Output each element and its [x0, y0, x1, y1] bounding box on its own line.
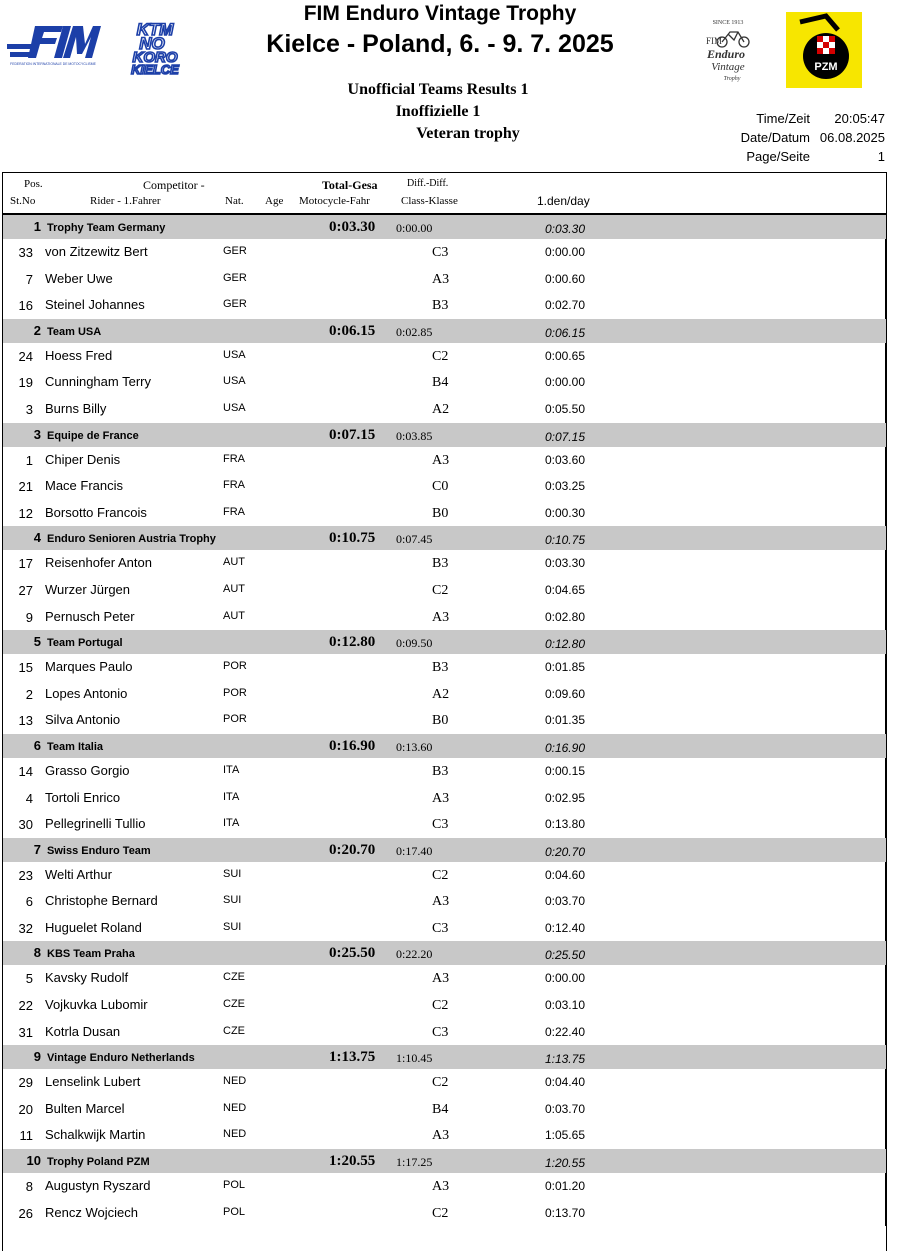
team-diff-time: 0:07.45: [396, 532, 433, 547]
page-value: 1: [877, 149, 885, 164]
rider-nationality: USA: [223, 401, 246, 414]
rider-class: C3: [432, 245, 449, 260]
pzm-logo: [786, 12, 862, 88]
rider-class: C2: [432, 348, 449, 364]
rider-class: A3: [432, 971, 450, 987]
team-day-time: 1:13.75: [544, 1052, 585, 1067]
rider-name: Welti Arthur: [45, 866, 112, 882]
rider-day-time: 0:05.50: [544, 401, 585, 416]
rider-day-time: 0:00.00: [544, 971, 585, 986]
team-position: 9: [33, 1049, 41, 1065]
rider-nationality: FRA: [223, 452, 245, 465]
team-row: [3, 1045, 886, 1069]
rider-name: Kotrla Dusan: [45, 1023, 121, 1039]
rider-day-time: 0:02.70: [544, 298, 585, 313]
time-row: [720, 111, 885, 129]
rider-row: [3, 654, 887, 681]
rider-start-number: 27: [18, 582, 33, 598]
rider-start-number: 5: [25, 971, 33, 987]
col-rider: Rider - 1.Fahrer: [90, 195, 161, 207]
team-row: [3, 319, 886, 343]
team-row: [3, 734, 886, 758]
rider-day-time: 0:00.30: [544, 505, 585, 520]
rider-class: C2: [432, 1205, 449, 1221]
rider-nationality: POR: [223, 660, 247, 673]
team-name: Team USA: [47, 325, 102, 338]
rider-start-number: 31: [18, 1024, 33, 1040]
ktm-logo-line-1: KTM: [136, 20, 174, 39]
rider-name: Lenselink Lubert: [45, 1074, 141, 1090]
rider-day-time: 0:13.70: [544, 1205, 585, 1220]
rider-day-time: 0:03.30: [544, 556, 585, 571]
rider-row: [3, 1173, 887, 1200]
rider-start-number: 26: [18, 1205, 33, 1221]
rider-class: A3: [432, 1128, 450, 1144]
team-position: 1: [33, 219, 41, 234]
rider-start-number: 22: [18, 998, 33, 1014]
rider-row: [3, 1200, 887, 1227]
team-total-time: 0:10.75: [329, 530, 376, 547]
rider-row: [3, 758, 887, 785]
rider-day-time: 0:04.40: [544, 1075, 585, 1090]
page-header: [0, 0, 900, 172]
rider-nationality: USA: [223, 375, 246, 388]
rider-name: Augustyn Ryszard: [45, 1178, 151, 1194]
page-row: [720, 149, 885, 167]
rider-class: B4: [432, 1101, 449, 1117]
rider-start-number: 11: [19, 1128, 33, 1144]
rider-row: [3, 266, 887, 293]
ktm-logo-line-4: KIELCE: [131, 62, 179, 76]
team-name: Swiss Enduro Team: [47, 844, 151, 857]
fim-logo: [5, 22, 101, 72]
rider-nationality: POR: [223, 713, 247, 726]
col-competitor: Competitor -: [143, 178, 205, 192]
rider-row: [3, 811, 887, 838]
rider-name: Lopes Antonio: [45, 685, 128, 701]
rider-row: [3, 965, 887, 992]
col-motorcycle: Motocycle-Fahr: [299, 195, 370, 207]
rider-day-time: 0:04.60: [544, 867, 585, 882]
rider-name: Bulten Marcel: [45, 1100, 125, 1116]
rider-nationality: GER: [223, 298, 247, 311]
rider-start-number: 13: [18, 713, 33, 729]
rider-day-time: 1:05.65: [544, 1128, 585, 1143]
date-label: Date/Datum: [740, 130, 810, 145]
rider-name: Christophe Bernard: [45, 893, 158, 909]
rider-class: B0: [432, 505, 449, 521]
rider-day-time: 0:00.15: [544, 763, 585, 778]
rider-name: Rencz Wojciech: [45, 1204, 138, 1220]
rider-name: Tortoli Enrico: [45, 789, 121, 805]
ktm-logo-line-3: KORO: [132, 49, 178, 66]
rider-class: A3: [432, 1179, 450, 1195]
rider-nationality: USA: [223, 348, 246, 361]
col-diff: Diff.-Diff.: [407, 178, 449, 189]
rider-day-time: 0:13.80: [544, 817, 585, 832]
rider-day-time: 0:01.20: [544, 1179, 585, 1194]
rider-class: C3: [432, 1024, 449, 1040]
rider-day-time: 0:00.00: [544, 245, 585, 259]
rider-day-time: 0:22.40: [544, 1024, 585, 1039]
rider-start-number: 29: [18, 1075, 33, 1091]
team-position: 10: [26, 1153, 41, 1169]
rider-class: B3: [432, 556, 449, 572]
checkered-flag-icon: [817, 36, 835, 54]
rider-day-time: 0:03.60: [544, 452, 585, 467]
team-row: [3, 838, 886, 862]
col-pos: Pos.: [24, 178, 43, 190]
ktm-logo-line-2: NO: [139, 34, 165, 53]
rider-nationality: CZE: [223, 998, 245, 1011]
rider-class: A3: [432, 452, 450, 468]
col-stno: St.No: [10, 195, 36, 207]
team-diff-time: 0:22.20: [396, 947, 433, 962]
rider-name: Huguelet Roland: [45, 919, 142, 935]
team-total-time: 1:20.55: [329, 1153, 376, 1170]
team-diff-time: 1:17.25: [396, 1155, 433, 1170]
rider-class: A3: [432, 790, 450, 806]
team-diff-time: 0:17.40: [396, 843, 433, 858]
team-position: 6: [33, 737, 41, 753]
team-row: [3, 1149, 886, 1173]
rider-name: Schalkwijk Martin: [45, 1127, 146, 1143]
team-row: [3, 630, 886, 654]
rider-nationality: ITA: [223, 817, 240, 830]
time-label: Time/Zeit: [756, 111, 810, 126]
fim-logo-text: FIM: [5, 22, 7, 23]
rider-start-number: 4: [25, 790, 33, 806]
rider-nationality: FRA: [223, 479, 245, 492]
rider-row: [3, 681, 887, 708]
rider-row: [3, 369, 887, 396]
rider-name: von Zitzewitz Bert: [45, 244, 148, 259]
rider-name: Steinel Johannes: [45, 297, 145, 313]
team-total-time: 0:16.90: [329, 737, 376, 754]
page-label: Page/Seite: [746, 149, 810, 164]
rider-name: Chiper Denis: [45, 451, 121, 467]
rider-class: A3: [432, 271, 450, 287]
rider-day-time: 0:03.10: [544, 998, 585, 1013]
team-total-time: 0:06.15: [329, 322, 376, 339]
vintage-logo-since: SINCE 1913: [712, 20, 744, 26]
event-subtitle: Kielce - Poland, 6. - 9. 7. 2025: [266, 30, 614, 58]
team-position: 8: [33, 945, 41, 961]
rider-row: [3, 992, 887, 1019]
team-day-time: 0:12.80: [544, 637, 585, 652]
rider-name: Reisenhofer Anton: [45, 555, 152, 571]
team-diff-time: 0:09.50: [396, 636, 433, 651]
rider-day-time: 0:12.40: [544, 920, 585, 935]
rider-day-time: 0:02.95: [544, 790, 585, 805]
rider-start-number: 1: [25, 452, 33, 468]
results-table: [2, 172, 887, 1251]
rider-day-time: 0:04.65: [544, 582, 585, 597]
rider-row: [3, 500, 887, 527]
team-total-time: 0:20.70: [329, 841, 376, 858]
rider-nationality: SUI: [223, 867, 242, 880]
rider-row: [3, 707, 887, 734]
report-category: Veteran trophy: [416, 125, 520, 142]
rider-row: [3, 577, 887, 604]
rider-start-number: 23: [18, 867, 33, 883]
rider-start-number: 16: [18, 298, 33, 314]
rider-class: C2: [432, 867, 449, 883]
rider-name: Wurzer Jürgen: [45, 581, 131, 597]
rider-day-time: 0:01.85: [544, 660, 585, 675]
time-value: 20:05:47: [834, 111, 885, 126]
rider-start-number: 7: [25, 271, 33, 287]
rider-name: Pellegrinelli Tullio: [45, 816, 146, 832]
vintage-logo-vintage: Vintage: [711, 61, 745, 73]
rider-day-time: 0:00.60: [544, 271, 585, 286]
rider-row: [3, 785, 887, 812]
rider-name: Marques Paulo: [45, 659, 133, 675]
rider-nationality: CZE: [223, 971, 245, 984]
col-nat: Nat.: [225, 195, 244, 207]
rider-nationality: ITA: [223, 790, 240, 803]
pzm-logo-text: PZM: [814, 61, 838, 73]
col-class: Class-Klasse: [401, 195, 458, 207]
rider-name: Hoess Fred: [45, 347, 113, 363]
date-row: [720, 130, 885, 148]
rider-name: Kavsky Rudolf: [45, 970, 129, 986]
team-total-time: 1:13.75: [329, 1049, 376, 1066]
rider-row: [3, 343, 887, 370]
rider-class: A2: [432, 401, 450, 417]
vintage-logo-fim: FIM: [706, 36, 723, 46]
rider-name: Mace Francis: [45, 478, 124, 494]
rider-class: C2: [432, 998, 449, 1014]
team-row: [3, 423, 886, 447]
rider-day-time: 0:00.65: [544, 348, 585, 363]
rider-nationality: GER: [223, 245, 247, 257]
rider-name: Burns Billy: [45, 400, 107, 416]
team-diff-time: 0:03.85: [396, 428, 433, 443]
rider-start-number: 30: [18, 817, 33, 833]
rider-start-number: 15: [18, 660, 33, 676]
rider-nationality: POL: [223, 1179, 246, 1192]
rider-start-number: 8: [25, 1179, 33, 1195]
rider-start-number: 9: [25, 609, 33, 625]
team-name: Enduro Senioren Austria Trophy: [47, 533, 216, 546]
rider-row: [3, 447, 887, 474]
team-name: KBS Team Praha: [47, 948, 135, 961]
rider-row: [3, 915, 887, 942]
table-header: [3, 173, 886, 215]
rider-class: C0: [432, 479, 449, 495]
team-day-time: 0:20.70: [544, 844, 585, 859]
rider-day-time: 0:01.35: [544, 713, 585, 728]
rider-nationality: NED: [223, 1128, 247, 1141]
vintage-logo-trophy: Trophy: [723, 76, 741, 82]
rider-class: A2: [432, 686, 450, 702]
rider-nationality: POL: [223, 1205, 246, 1218]
report-title-de: Inoffizielle 1: [395, 103, 481, 120]
rider-name: Cunningham Terry: [45, 374, 151, 390]
ktm-kielce-logo: [110, 20, 200, 76]
team-total-time: 0:07.15: [329, 426, 376, 443]
rider-class: B4: [432, 375, 449, 391]
rider-class: B3: [432, 660, 449, 676]
rider-row: [3, 862, 887, 889]
rider-class: B0: [432, 713, 449, 729]
rider-name: Borsotto Francois: [45, 504, 147, 520]
team-day-time: 0:25.50: [544, 948, 585, 963]
rider-start-number: 17: [18, 556, 33, 572]
rider-class: C3: [432, 817, 449, 833]
team-day-time: 0:03.30: [544, 222, 585, 236]
team-total-time: 0:03.30: [329, 219, 376, 235]
rider-class: A3: [432, 609, 450, 625]
rider-row: [3, 604, 887, 631]
rider-name: Silva Antonio: [45, 712, 121, 728]
rider-row: [3, 239, 887, 266]
rider-class: C2: [432, 582, 449, 598]
team-name: Equipe de France: [47, 429, 139, 442]
rider-start-number: 21: [18, 479, 33, 495]
team-name: Vintage Enduro Netherlands: [47, 1052, 195, 1065]
team-total-time: 0:12.80: [329, 634, 376, 651]
rider-row: [3, 1096, 887, 1123]
rider-name: Grasso Gorgio: [45, 762, 130, 778]
rider-row: [3, 888, 887, 915]
rider-day-time: 0:03.25: [544, 479, 585, 494]
rider-nationality: SUI: [223, 920, 242, 933]
rider-start-number: 19: [18, 375, 33, 391]
team-total-time: 0:25.50: [329, 945, 376, 962]
team-row: [3, 941, 886, 965]
rider-start-number: 6: [25, 894, 33, 910]
team-diff-time: 0:02.85: [396, 324, 433, 339]
rider-row: [3, 550, 887, 577]
team-position: 3: [33, 426, 41, 442]
rider-start-number: 32: [18, 920, 33, 936]
col-day: 1.den/day: [537, 194, 590, 208]
rider-name: Vojkuvka Lubomir: [45, 997, 148, 1013]
rider-name: Pernusch Peter: [45, 608, 135, 624]
rider-nationality: POR: [223, 686, 247, 699]
rider-class: A3: [432, 894, 450, 910]
team-position: 7: [33, 841, 41, 857]
team-position: 5: [33, 634, 41, 650]
rider-row: [3, 1019, 887, 1046]
enduro-vintage-trophy-logo: [698, 14, 754, 84]
rider-class: B3: [432, 298, 449, 314]
rider-nationality: ITA: [223, 763, 240, 776]
rider-nationality: SUI: [223, 894, 242, 907]
team-name: Team Italia: [47, 740, 104, 753]
rider-day-time: 0:03.70: [544, 1101, 585, 1116]
team-day-time: 0:10.75: [544, 533, 585, 548]
vintage-logo-enduro: Enduro: [706, 47, 746, 61]
team-diff-time: 1:10.45: [396, 1051, 433, 1066]
rider-start-number: 12: [18, 505, 33, 521]
rider-start-number: 2: [25, 686, 33, 702]
rider-row: [3, 1122, 887, 1149]
team-diff-time: 0:13.60: [396, 739, 433, 754]
team-day-time: 1:20.55: [544, 1156, 585, 1171]
rider-nationality: GER: [223, 271, 247, 284]
rider-nationality: AUT: [223, 582, 245, 595]
rider-nationality: AUT: [223, 609, 245, 622]
team-row: [3, 526, 886, 550]
date-value: 06.08.2025: [819, 130, 885, 145]
rider-nationality: FRA: [223, 505, 245, 518]
report-title: Unofficial Teams Results 1: [347, 81, 529, 98]
rider-start-number: 24: [18, 348, 33, 364]
team-name: Trophy Team Germany: [47, 222, 166, 234]
fim-logo-caption: FEDERATION INTERNATIONALE DE MOTOCYCLISME: [10, 62, 96, 66]
col-total: Total-Gesa: [322, 178, 378, 192]
team-position: 4: [33, 530, 41, 546]
team-day-time: 0:06.15: [544, 325, 585, 340]
team-day-time: 0:16.90: [544, 740, 585, 755]
rider-nationality: NED: [223, 1075, 247, 1088]
rider-class: C3: [432, 920, 449, 936]
team-day-time: 0:07.15: [544, 429, 585, 444]
rider-day-time: 0:00.00: [544, 375, 585, 390]
rider-row: [3, 473, 887, 500]
rider-nationality: NED: [223, 1101, 247, 1114]
event-title: FIM Enduro Vintage Trophy: [303, 2, 577, 25]
rider-name: Weber Uwe: [45, 270, 113, 286]
col-age: Age: [265, 195, 284, 207]
rider-start-number: 20: [18, 1101, 33, 1117]
team-position: 2: [33, 322, 41, 338]
rider-class: B3: [432, 763, 449, 779]
rider-nationality: CZE: [223, 1024, 245, 1037]
rider-start-number: 14: [18, 763, 33, 779]
table-body: [3, 215, 886, 1226]
rider-row: [3, 396, 887, 423]
rider-day-time: 0:02.80: [544, 609, 585, 624]
team-name: Trophy Poland PZM: [47, 1156, 150, 1169]
rider-day-time: 0:09.60: [544, 686, 585, 701]
team-row: [3, 215, 886, 239]
rider-nationality: AUT: [223, 556, 245, 569]
rider-day-time: 0:03.70: [544, 894, 585, 909]
rider-start-number: 33: [18, 245, 33, 260]
team-name: Team Portugal: [47, 637, 123, 650]
rider-row: [3, 1069, 887, 1096]
team-diff-time: 0:00.00: [396, 221, 433, 235]
rider-class: C2: [432, 1075, 449, 1091]
rider-row: [3, 292, 887, 319]
rider-start-number: 3: [25, 401, 33, 417]
